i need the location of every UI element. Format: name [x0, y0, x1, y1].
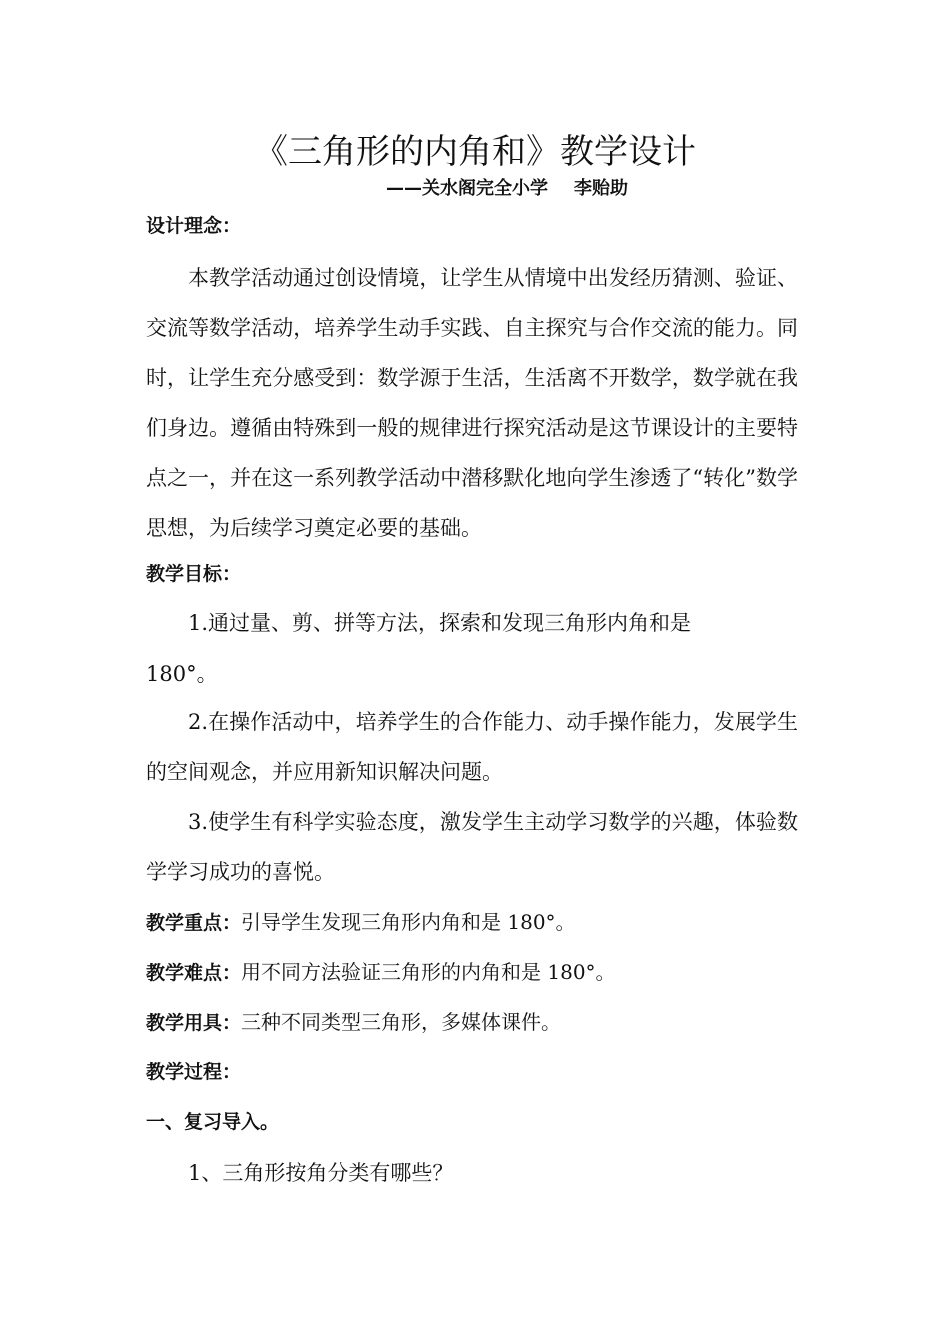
key-point-label: 教学重点： [146, 912, 242, 934]
difficulty-row [146, 958, 616, 989]
review-intro-heading: 一、复习导入。 [146, 1111, 280, 1133]
difficulty-label: 教学难点： [146, 962, 242, 984]
process-heading: 教学过程： [146, 1061, 242, 1083]
document-subtitle [386, 177, 628, 201]
difficulty-text: 用不同方法验证三角形的内角和是 180°。 [241, 960, 616, 984]
tools-text: 三种不同类型三角形，多媒体课件。 [241, 1010, 562, 1034]
design-concept-paragraph: 本教学活动通过创设情境，让学生从情境中出发经历猜测、验证、交流等数学活动，培养学生动手实践、自主探究与合作交流的能力。同时，让学生充分感受到：数学源于生活，生活离不开数学，数学就在我们身边。遵循由特殊到一般的规律进行探究活动是这节课设计的主要特点之一，并在这一系列教学活动中潜移默化地向学生渗透了“转化”数学思想，为后续学习奠定必要的基础。 [146, 266, 798, 540]
key-point-row [146, 908, 576, 939]
document-title: 《三角形的内角和》教学设计 [254, 132, 696, 172]
key-point-text: 引导学生发现三角形内角和是 180°。 [241, 910, 576, 934]
school-name: ——关水阁完全小学 [386, 178, 548, 199]
tools-label: 教学用具： [146, 1012, 242, 1034]
objective-3: 3.使学生有科学实验态度，激发学生主动学习数学的兴趣，体验数学学习成功的喜悦。 [146, 810, 798, 884]
objective-1-line1: 1.通过量、剪、拼等方法，探索和发现三角形内角和是 [188, 611, 692, 635]
tools-row [146, 1008, 561, 1039]
objectives-heading: 教学目标： [146, 563, 242, 585]
objective-2: 2.在操作活动中，培养学生的合作能力、动手操作能力，发展学生的空间观念，并应用新知识解决问题。 [146, 710, 798, 784]
author-name: 李贻助 [574, 178, 628, 199]
review-question-1: 1、三角形按角分类有哪些？ [188, 1161, 454, 1185]
design-concept-heading: 设计理念： [146, 215, 242, 237]
objective-1-line2: 180°。 [146, 662, 218, 686]
